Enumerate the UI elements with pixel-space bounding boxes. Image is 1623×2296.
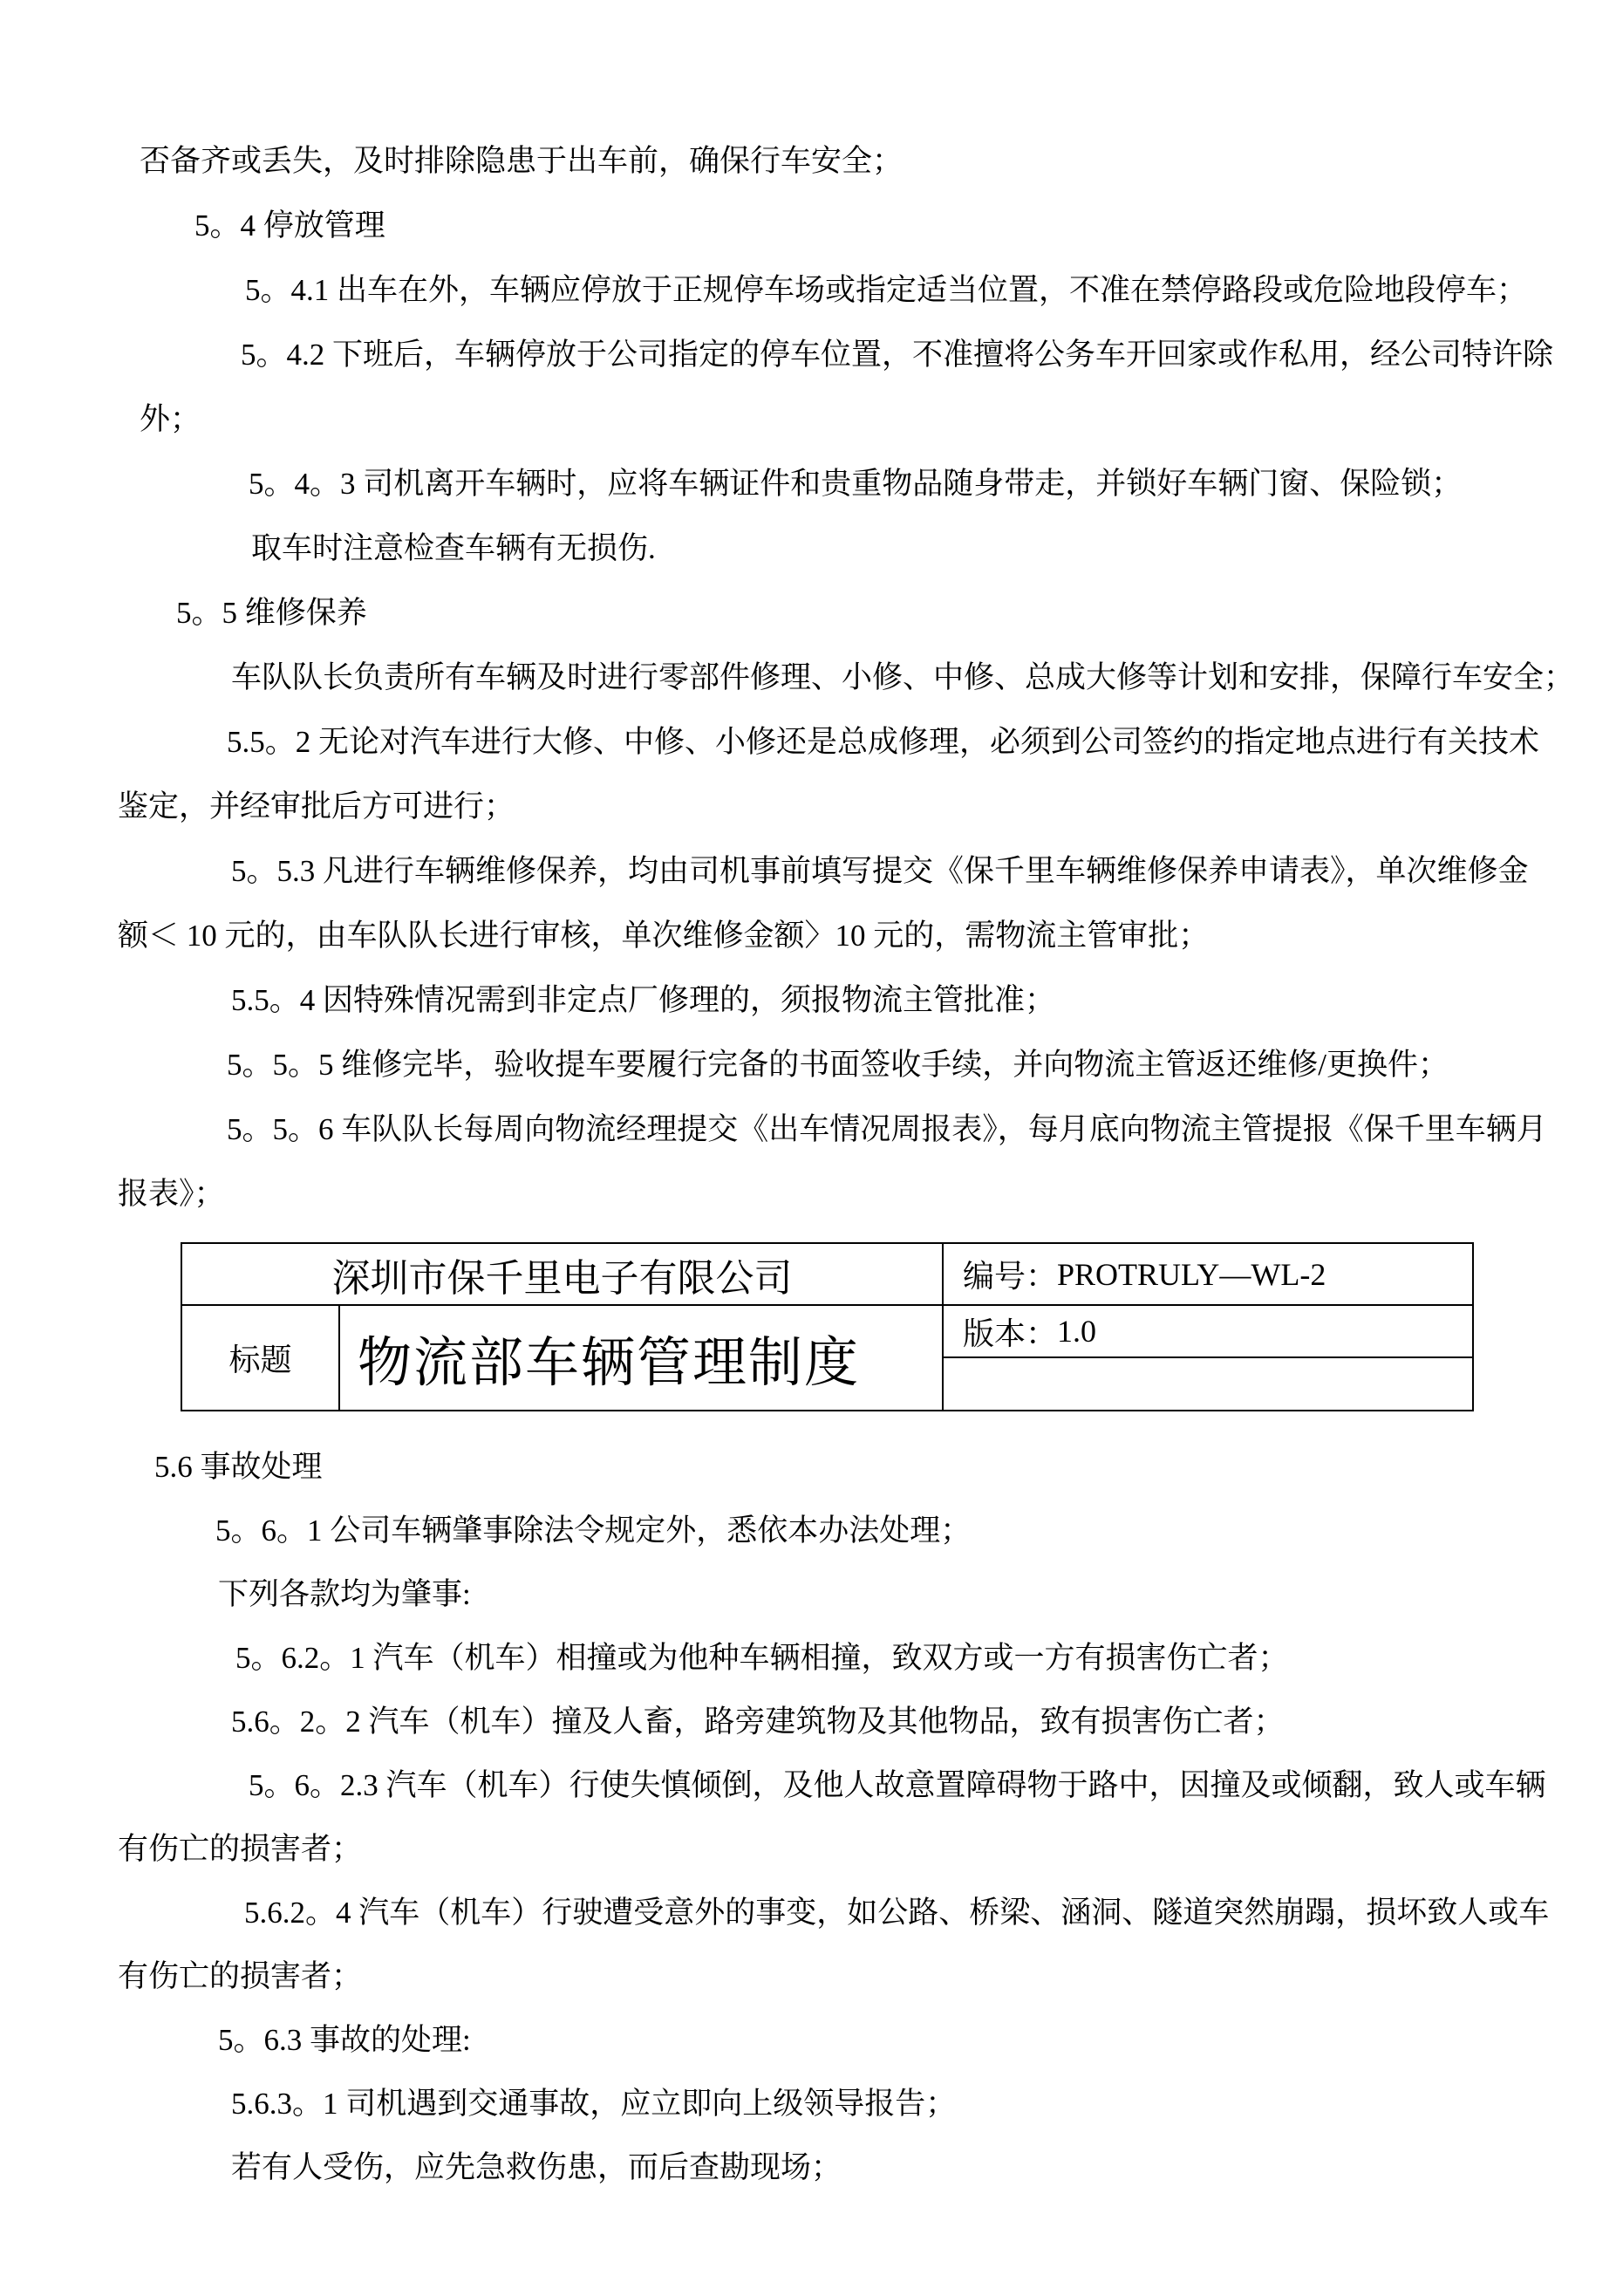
paragraph-line: 外； [140, 402, 201, 436]
table-cell-title [340, 1306, 944, 1410]
paragraph-line: 5。5 维修保养 [176, 596, 367, 630]
paragraph-line: 若有人受伤，应先急救伤患，而后查勘现场； [231, 2150, 842, 2184]
table-cell-empty [944, 1358, 1472, 1410]
doc-number-value: PROTRULY—WL-2 [1057, 1256, 1326, 1292]
section-5-6 [118, 1435, 1623, 2199]
paragraph-line: 车队队长负责所有车辆及时进行零部件修理、小修、中修、总成大修等计划和安排，保障行车安全； [231, 660, 1575, 694]
table-cell-title-label [182, 1306, 340, 1410]
paragraph-line: 5.5。4 因特殊情况需到非定点厂修理的，须报物流主管批准； [231, 983, 1056, 1017]
paragraph-line: 5.5。2 无论对汽车进行大修、中修、小修还是总成修理，必须到公司签约的指定地点进行有关技术 [227, 725, 1540, 759]
paragraph-line: 有伤亡的损害者； [118, 1959, 363, 1993]
paragraph-line: 5。6.3 事故的处理: [218, 2023, 471, 2057]
paragraph-line: 否备齐或丢失，及时排除隐患于出车前，确保行车安全； [140, 144, 904, 178]
paragraph-line: 有伤亡的损害者； [118, 1832, 363, 1866]
paragraph-line: 5。5。5 维修完毕，验收提车要履行完备的书面签收手续，并向物流主管返还维修/更换件； [227, 1048, 1449, 1082]
section-5-4-and-5-5 [118, 129, 1623, 1227]
paragraph-line: 额＜ 10 元的，由车队队长进行审核，单次维修金额〉10 元的，需物流主管审批； [118, 919, 1210, 953]
paragraph-line: 5.6.3。1 司机遇到交通事故，应立即向上级领导报告； [231, 2087, 957, 2121]
paragraph-line: 下列各款均为肇事: [218, 1577, 471, 1611]
paragraph-line: 取车时注意检查车辆有无损伤. [251, 531, 656, 565]
paragraph-line: 报表》； [118, 1177, 225, 1211]
doc-number-label: 编号： [963, 1259, 1058, 1294]
paragraph-line: 5。6。1 公司车辆肇事除法令规定外，悉依本办法处理； [215, 1514, 972, 1548]
table-cell-version [944, 1306, 1472, 1358]
header-table [181, 1242, 1474, 1411]
paragraph-line: 5。4。3 司机离开车辆时，应将车辆证件和贵重物品随身带走，并锁好车辆门窗、保险锁； [249, 467, 1463, 501]
table-cell-company [182, 1244, 944, 1306]
paragraph-line: 5.6 事故处理 [154, 1450, 323, 1484]
paragraph-line: 5。6。2.3 汽车（机车）行使失慎倾倒，及他人故意置障碍物于路中，因撞及或倾翻，致人或车辆 [249, 1768, 1546, 1802]
document-title: 物流部车辆管理制度 [358, 1334, 861, 1393]
table-cell-doc-number [944, 1244, 1472, 1306]
paragraph-line: 5。4.2 下班后，车辆停放于公司指定的停车位置，不准擅将公务车开回家或作私用，经公司特许除 [241, 338, 1554, 372]
version-value: 1.0 [1057, 1314, 1097, 1349]
paragraph-line: 5。4.1 出车在外，车辆应停放于正规停车场或指定适当位置，不准在禁停路段或危险地段停车； [245, 273, 1528, 307]
paragraph-line: 5。6.2。1 汽车（机车）相撞或为他种车辆相撞，致双方或一方有损害伤亡者； [235, 1641, 1289, 1675]
paragraph-line: 5。5。6 车队队长每周向物流经理提交《出车情况周报表》，每月底向物流主管提报《保千里车辆月 [227, 1112, 1547, 1146]
company-name: 深圳市保千里电子有限公司 [331, 1256, 793, 1300]
title-label: 标题 [228, 1343, 292, 1377]
paragraph-line: 5.6.2。4 汽车（机车）行驶遭受意外的事变，如公路、桥梁、涵洞、隧道突然崩蹋，损坏致人或车 [244, 1896, 1550, 1930]
paragraph-line: 鉴定，并经审批后方可进行； [118, 789, 515, 823]
paragraph-line: 5。5.3 凡进行车辆维修保养，均由司机事前填写提交《保千里车辆维修保养申请表》，单次维修金 [231, 854, 1529, 888]
paragraph-line: 5.6。2。2 汽车（机车）撞及人畜，路旁建筑物及其他物品，致有损害伤亡者； [231, 1705, 1285, 1739]
version-label: 版本： [963, 1315, 1058, 1351]
paragraph-line: 5。4 停放管理 [194, 208, 385, 243]
